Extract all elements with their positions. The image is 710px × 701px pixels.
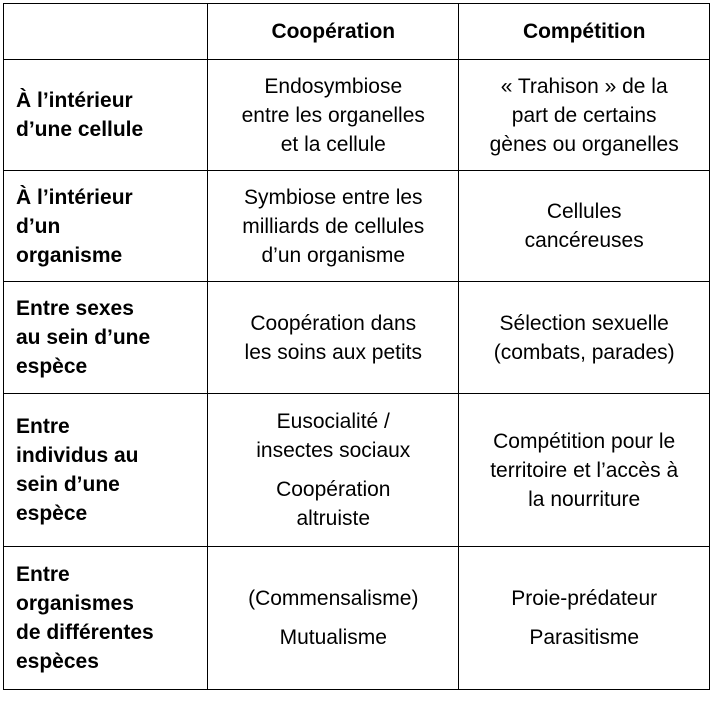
row-label-line: espèce (16, 502, 88, 525)
cell-line: Cellules (546, 200, 622, 223)
table-row (4, 394, 710, 547)
cell-line: les soins aux petits (244, 340, 422, 364)
cell-line: cancéreuses (524, 229, 644, 252)
cell-line: entre les organelles (241, 103, 425, 127)
cell-line: Proie-prédateur (511, 587, 658, 610)
header-cooperation: Coopération (208, 4, 459, 60)
cell-line: Coopération (276, 478, 391, 501)
row-label-line: Entre (16, 415, 70, 438)
row-label-line: À l’intérieur (16, 89, 133, 112)
row-label-line: individus au (16, 444, 139, 467)
row-label-line: d’une cellule (16, 118, 144, 141)
cell-line: Sélection sexuelle (499, 311, 669, 335)
table-row (4, 282, 710, 394)
cell-spacer (214, 613, 452, 623)
cell-line: Mutualisme (279, 626, 387, 649)
cell-line: gènes ou organelles (489, 132, 679, 156)
cell-line: d’un organisme (261, 243, 406, 267)
table-row (4, 547, 710, 690)
row-label-line: organisme (16, 243, 123, 267)
cooperation-cell (208, 394, 459, 547)
row-label-line: À l’intérieur (16, 185, 133, 209)
row-label (4, 547, 208, 690)
cell-line: la nourriture (528, 487, 641, 511)
header-row (4, 4, 710, 60)
cell-line: Coopération dans (250, 311, 417, 335)
row-label-line: d’un (16, 214, 61, 238)
competition-cell (459, 171, 710, 282)
cell-spacer (214, 465, 452, 475)
cooperation-cell (208, 282, 459, 394)
cell-spacer (465, 613, 703, 623)
row-label-line: organismes (16, 592, 134, 615)
cell-line: (combats, parades) (493, 340, 675, 364)
cell-line: altruiste (296, 507, 371, 530)
cell-line: Endosymbiose (264, 74, 403, 98)
cell-line: Eusocialité / (276, 410, 390, 433)
cooperation-cell (208, 547, 459, 690)
row-label (4, 171, 208, 282)
cell-line: insectes sociaux (256, 439, 411, 462)
row-label-line: Entre sexes (16, 297, 134, 320)
cell-line: Compétition pour le (493, 429, 676, 453)
cell-line: milliards de cellules (242, 214, 425, 238)
row-label (4, 60, 208, 171)
cooperation-cell (208, 60, 459, 171)
row-label (4, 282, 208, 394)
cell-line: et la cellule (280, 132, 386, 156)
competition-cell (459, 282, 710, 394)
cell-line: territoire et l’accès à (490, 458, 679, 482)
cell-line: part de certains (511, 103, 657, 127)
row-label-line: au sein d’une (16, 326, 151, 349)
row-label-line: espèces (16, 650, 99, 673)
row-label-line: Entre (16, 563, 70, 586)
header-competition: Compétition (459, 4, 710, 60)
table-row (4, 60, 710, 171)
cell-line: (Commensalisme) (248, 587, 419, 610)
cell-line: « Trahison » de la (500, 74, 668, 98)
comparison-table (3, 3, 710, 690)
competition-cell (459, 547, 710, 690)
table-row (4, 171, 710, 282)
row-label-line: de différentes (16, 621, 154, 644)
row-label-line: sein d’une (16, 473, 120, 496)
header-empty-cell (4, 4, 208, 60)
competition-cell (459, 394, 710, 547)
cell-line: Parasitisme (529, 626, 640, 649)
cell-line: Symbiose entre les (243, 185, 423, 209)
row-label-line: espèce (16, 355, 88, 378)
cooperation-cell (208, 171, 459, 282)
competition-cell (459, 60, 710, 171)
row-label (4, 394, 208, 547)
